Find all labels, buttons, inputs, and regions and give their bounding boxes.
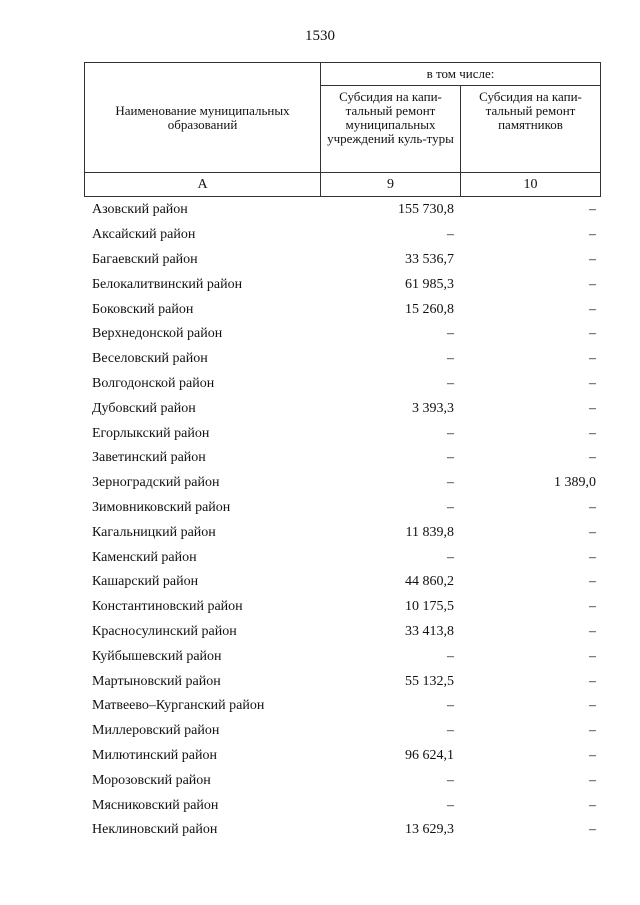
monument-subsidy-value: – [589,574,596,590]
monument-subsidy-value: – [589,202,596,218]
municipality-name: Константиновский район [92,599,243,615]
monument-subsidy-value: – [589,723,596,739]
header-column-10: Субсидия на капи-тальный ремонт памятников [461,86,601,173]
culture-subsidy-value: 13 629,3 [405,822,454,838]
header-number-a: А [85,173,321,197]
monument-subsidy-value: – [589,698,596,714]
culture-subsidy-value: – [447,351,454,367]
monument-subsidy-value: – [589,822,596,838]
culture-subsidy-value: 3 393,3 [412,400,454,416]
table-row [84,719,600,744]
culture-subsidy-value: – [447,549,454,565]
culture-subsidy-value: 61 985,3 [405,276,454,292]
header-name-column: Наименование муниципальных образований [85,63,321,173]
municipality-name: Веселовский район [92,351,208,367]
municipality-name: Волгодонской район [92,375,215,391]
municipality-name: Морозовский район [92,772,211,788]
monument-subsidy-value: – [589,425,596,441]
table-row [84,396,600,421]
municipality-name: Белокалитвинский район [92,276,243,292]
culture-subsidy-value: – [447,450,454,466]
table-row [84,793,600,818]
header-column-9: Субсидия на капи-тальный ремонт муниципальных учреждений куль-туры [321,86,461,173]
table-row [84,545,600,570]
table-row [84,223,600,248]
culture-subsidy-value: – [447,425,454,441]
municipality-name: Верхнедонской район [92,326,223,342]
table-row [84,347,600,372]
culture-subsidy-value: – [447,698,454,714]
monument-subsidy-value: – [589,623,596,639]
culture-subsidy-value: – [447,648,454,664]
table-row [84,694,600,719]
municipality-name: Аксайский район [92,227,196,243]
municipality-name: Дубовский район [92,400,196,416]
header-number-9: 9 [321,173,461,197]
municipality-name: Красносулинский район [92,623,237,639]
table-row [84,198,600,223]
culture-subsidy-value: – [447,797,454,813]
culture-subsidy-value: 96 624,1 [405,747,454,763]
monument-subsidy-value: – [589,772,596,788]
municipality-name: Багаевский район [92,251,198,267]
table-row [84,644,600,669]
municipality-name: Милютинский район [92,747,218,763]
table-row [84,595,600,620]
culture-subsidy-value: 33 536,7 [405,251,454,267]
monument-subsidy-value: – [589,549,596,565]
monument-subsidy-value: – [589,648,596,664]
culture-subsidy-value: 11 839,8 [405,524,454,540]
monument-subsidy-value: – [589,400,596,416]
municipality-name: Заветинский район [92,450,206,466]
culture-subsidy-value: – [447,375,454,391]
table-row [84,744,600,769]
culture-subsidy-value: – [447,326,454,342]
municipality-name: Мясниковский район [92,797,219,813]
culture-subsidy-value: 10 175,5 [405,599,454,615]
table-row [84,272,600,297]
municipality-name: Матвеево–Курганский район [92,698,265,714]
monument-subsidy-value: – [589,326,596,342]
municipality-name: Зимовниковский район [92,499,231,515]
monument-subsidy-value: – [589,797,596,813]
monument-subsidy-value: – [589,747,596,763]
table-header [84,62,601,197]
monument-subsidy-value: – [589,375,596,391]
monument-subsidy-value: – [589,599,596,615]
culture-subsidy-value: – [447,499,454,515]
table-body [84,198,600,843]
table-row [84,496,600,521]
culture-subsidy-value: 155 730,8 [398,202,454,218]
table-row [84,520,600,545]
municipality-name: Миллеровский район [92,723,220,739]
monument-subsidy-value: – [589,524,596,540]
culture-subsidy-value: – [447,723,454,739]
table-row [84,620,600,645]
municipality-name: Егорлыкский район [92,425,210,441]
municipality-name: Мартыновский район [92,673,221,689]
culture-subsidy-value: – [447,772,454,788]
monument-subsidy-value: 1 389,0 [554,475,596,491]
municipality-name: Боковский район [92,301,194,317]
monument-subsidy-value: – [589,499,596,515]
culture-subsidy-value: – [447,227,454,243]
monument-subsidy-value: – [589,276,596,292]
table-row [84,768,600,793]
monument-subsidy-value: – [589,227,596,243]
table-row [84,322,600,347]
table-row [84,297,600,322]
table-row [84,669,600,694]
header-number-10: 10 [461,173,601,197]
monument-subsidy-value: – [589,301,596,317]
monument-subsidy-value: – [589,450,596,466]
municipality-name: Кагальницкий район [92,524,216,540]
table-row [84,818,600,843]
monument-subsidy-value: – [589,673,596,689]
municipality-name: Куйбышевский район [92,648,222,664]
culture-subsidy-value: 33 413,8 [405,623,454,639]
page-number: 1530 [305,28,335,44]
table-row [84,248,600,273]
municipality-name: Зерноградский район [92,475,220,491]
municipality-name: Кашарский район [92,574,199,590]
municipality-name: Неклиновский район [92,822,218,838]
monument-subsidy-value: – [589,351,596,367]
culture-subsidy-value: 44 860,2 [405,574,454,590]
municipality-name: Азовский район [92,202,188,218]
municipality-name: Каменский район [92,549,197,565]
table-row [84,421,600,446]
monument-subsidy-value: – [589,251,596,267]
table-row [84,446,600,471]
culture-subsidy-value: 15 260,8 [405,301,454,317]
header-group-label: в том числе: [321,63,601,86]
table-row [84,372,600,397]
table-row [84,570,600,595]
culture-subsidy-value: – [447,475,454,491]
culture-subsidy-value: 55 132,5 [405,673,454,689]
table-row [84,471,600,496]
